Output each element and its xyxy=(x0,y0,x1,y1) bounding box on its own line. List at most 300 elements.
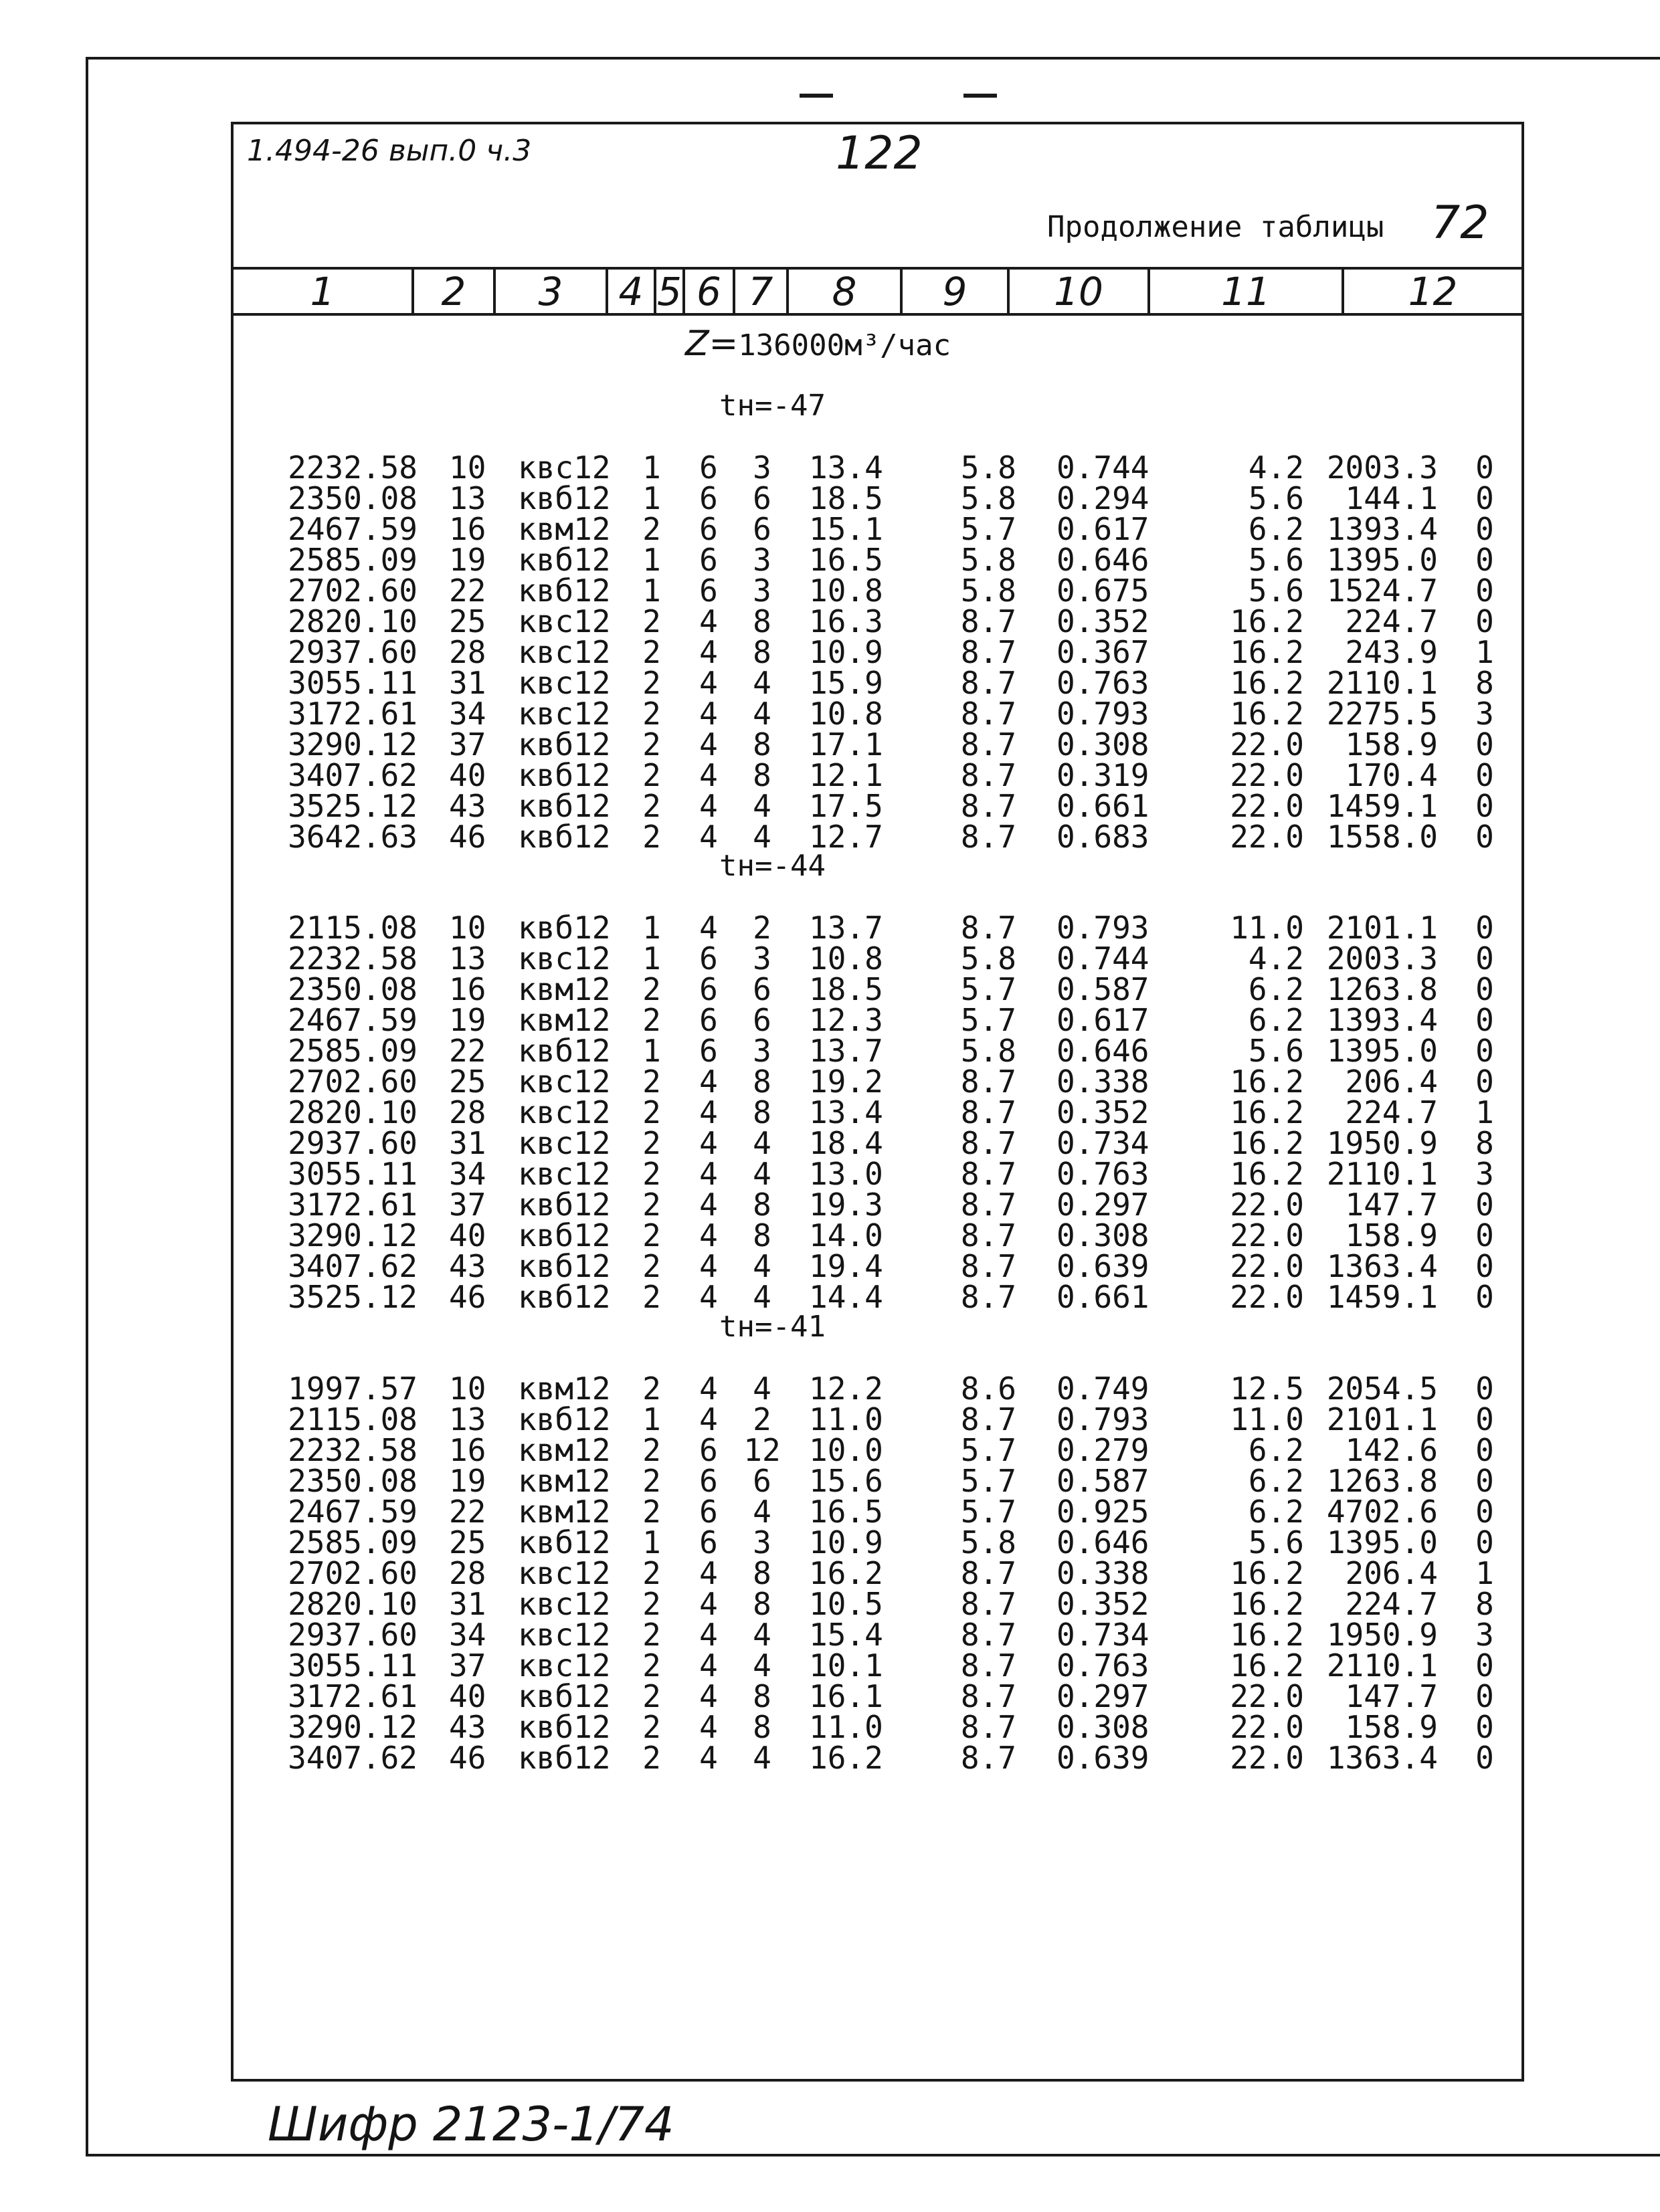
cell-col-6: 8 xyxy=(753,1094,771,1130)
cell-col-9: 0.617 xyxy=(1056,1002,1149,1038)
cell-col-4: 1 xyxy=(642,1033,661,1069)
cell-col-3: квб12 xyxy=(518,573,611,609)
cell-col-2: 25 xyxy=(449,1064,486,1100)
cell-col-10: 22.0 xyxy=(1230,1248,1304,1284)
cell-col-7: 16.5 xyxy=(809,542,883,578)
column-header-12: 12 xyxy=(1408,268,1458,314)
cell-col-11: 1393.4 xyxy=(1326,511,1438,547)
cell-col-6: 4 xyxy=(753,1371,771,1407)
cell-col-3: квм12 xyxy=(518,971,611,1007)
cell-col-11: 224.7 xyxy=(1345,603,1438,639)
cell-col-6: 6 xyxy=(753,511,771,547)
cell-col-10: 6.2 xyxy=(1248,1002,1304,1038)
cell-col-11: 144.1 xyxy=(1345,480,1438,516)
table-row xyxy=(234,1555,1521,1591)
cell-col-4: 2 xyxy=(642,1647,661,1684)
cell-col-12: 0 xyxy=(1475,603,1494,639)
cell-col-6: 8 xyxy=(753,726,771,763)
table-row xyxy=(234,1617,1521,1653)
cell-col-1: 2937.60 xyxy=(288,1125,418,1161)
top-dash-mark xyxy=(963,94,997,98)
cell-col-10: 12.5 xyxy=(1230,1371,1304,1407)
cell-col-7: 10.5 xyxy=(809,1586,883,1622)
cell-col-7: 18.5 xyxy=(809,971,883,1007)
cell-col-12: 0 xyxy=(1475,910,1494,946)
cell-col-8: 8.7 xyxy=(960,726,1016,763)
cell-col-1: 3055.11 xyxy=(288,1156,418,1192)
cell-col-10: 5.6 xyxy=(1248,573,1304,609)
cell-col-3: квб12 xyxy=(518,788,611,824)
cell-col-12: 0 xyxy=(1475,1187,1494,1223)
cell-col-11: 206.4 xyxy=(1345,1555,1438,1591)
cell-col-11: 2110.1 xyxy=(1326,665,1438,701)
cell-col-12: 0 xyxy=(1475,1678,1494,1714)
table-row xyxy=(234,1709,1521,1745)
cell-col-1: 3172.61 xyxy=(288,696,418,732)
cell-col-4: 2 xyxy=(642,1064,661,1100)
cell-col-4: 2 xyxy=(642,1094,661,1130)
cell-col-7: 14.0 xyxy=(809,1217,883,1253)
cell-col-11: 1524.7 xyxy=(1326,573,1438,609)
table-row xyxy=(234,1125,1521,1161)
cell-col-3: квс12 xyxy=(518,1586,611,1622)
cell-col-3: квб12 xyxy=(518,757,611,793)
cell-col-4: 2 xyxy=(642,1463,661,1499)
cell-col-3: квс12 xyxy=(518,940,611,977)
cell-col-7: 13.4 xyxy=(809,1094,883,1130)
cell-col-2: 31 xyxy=(449,1586,486,1622)
table-row xyxy=(234,1064,1521,1100)
cell-col-9: 0.763 xyxy=(1056,1647,1149,1684)
cell-col-3: квб12 xyxy=(518,480,611,516)
cell-col-8: 8.7 xyxy=(960,1156,1016,1192)
cell-col-8: 8.7 xyxy=(960,788,1016,824)
cell-col-10: 16.2 xyxy=(1230,603,1304,639)
cell-col-5: 4 xyxy=(699,665,718,701)
cell-col-7: 15.6 xyxy=(809,1463,883,1499)
cell-col-6: 2 xyxy=(753,1401,771,1437)
cell-col-2: 46 xyxy=(449,1279,486,1315)
cell-col-2: 46 xyxy=(449,819,486,855)
cell-col-6: 4 xyxy=(753,819,771,855)
cell-col-5: 4 xyxy=(699,1156,718,1192)
cell-col-8: 8.7 xyxy=(960,1401,1016,1437)
cell-col-7: 16.2 xyxy=(809,1555,883,1591)
cell-col-6: 8 xyxy=(753,1678,771,1714)
cell-col-2: 40 xyxy=(449,1678,486,1714)
cell-col-5: 6 xyxy=(699,1002,718,1038)
cell-col-11: 1459.1 xyxy=(1326,788,1438,824)
cell-col-12: 0 xyxy=(1475,1463,1494,1499)
cell-col-2: 10 xyxy=(449,449,486,486)
cell-col-9: 0.367 xyxy=(1056,634,1149,670)
cell-col-2: 43 xyxy=(449,1248,486,1284)
cell-col-9: 0.639 xyxy=(1056,1740,1149,1776)
cell-col-4: 2 xyxy=(642,788,661,824)
column-header-row xyxy=(234,267,1521,316)
cell-col-4: 1 xyxy=(642,1524,661,1561)
cell-col-10: 6.2 xyxy=(1248,1494,1304,1530)
cell-col-6: 8 xyxy=(753,757,771,793)
cell-col-12: 1 xyxy=(1475,1094,1494,1130)
cell-col-5: 6 xyxy=(699,511,718,547)
table-row xyxy=(234,757,1521,793)
cell-col-1: 2820.10 xyxy=(288,603,418,639)
cell-col-9: 0.352 xyxy=(1056,1094,1149,1130)
column-header-8: 8 xyxy=(789,270,903,313)
cell-col-3: квб12 xyxy=(518,1678,611,1714)
column-header-4: 4 xyxy=(608,270,656,313)
cell-col-11: 206.4 xyxy=(1345,1064,1438,1100)
cell-col-4: 2 xyxy=(642,1740,661,1776)
cell-col-12: 0 xyxy=(1475,573,1494,609)
cell-col-6: 4 xyxy=(753,788,771,824)
cell-col-7: 10.9 xyxy=(809,634,883,670)
cell-col-6: 4 xyxy=(753,1279,771,1315)
cell-col-12: 0 xyxy=(1475,1494,1494,1530)
cell-col-2: 28 xyxy=(449,1555,486,1591)
cell-col-10: 4.2 xyxy=(1248,940,1304,977)
cell-col-3: квб12 xyxy=(518,1401,611,1437)
cell-col-9: 0.338 xyxy=(1056,1064,1149,1100)
cell-col-3: квб12 xyxy=(518,1187,611,1223)
cell-col-3: квб12 xyxy=(518,910,611,946)
cell-col-3: квб12 xyxy=(518,1279,611,1315)
cell-col-5: 4 xyxy=(699,1709,718,1745)
cell-col-7: 17.5 xyxy=(809,788,883,824)
table-row xyxy=(234,726,1521,763)
cell-col-10: 16.2 xyxy=(1230,1094,1304,1130)
cell-col-8: 8.7 xyxy=(960,1586,1016,1622)
cell-col-10: 5.6 xyxy=(1248,1524,1304,1561)
cell-col-2: 13 xyxy=(449,480,486,516)
cell-col-2: 13 xyxy=(449,940,486,977)
cell-col-6: 4 xyxy=(753,1494,771,1530)
cell-col-3: квс12 xyxy=(518,603,611,639)
document-reference: 1.494-26 вып.0 ч.3 xyxy=(247,134,532,168)
table-row xyxy=(234,1678,1521,1714)
cell-col-4: 1 xyxy=(642,910,661,946)
cell-col-7: 19.2 xyxy=(809,1064,883,1100)
cell-col-1: 2585.09 xyxy=(288,1033,418,1069)
cell-col-1: 2350.08 xyxy=(288,971,418,1007)
cell-col-12: 3 xyxy=(1475,696,1494,732)
cell-col-7: 18.4 xyxy=(809,1125,883,1161)
cell-col-5: 4 xyxy=(699,1647,718,1684)
table-row xyxy=(234,910,1521,946)
cell-col-6: 4 xyxy=(753,1156,771,1192)
cell-col-9: 0.617 xyxy=(1056,511,1149,547)
table-row xyxy=(234,665,1521,701)
column-header-6: 6 xyxy=(685,270,735,313)
cell-col-12: 0 xyxy=(1475,1279,1494,1315)
cell-col-11: 1950.9 xyxy=(1326,1617,1438,1653)
cell-col-4: 2 xyxy=(642,634,661,670)
cell-col-4: 1 xyxy=(642,1401,661,1437)
cell-col-12: 0 xyxy=(1475,1371,1494,1407)
cell-col-2: 19 xyxy=(449,542,486,578)
cell-col-3: квб12 xyxy=(518,726,611,763)
cell-col-11: 1263.8 xyxy=(1326,1463,1438,1499)
cell-col-1: 2702.60 xyxy=(288,573,418,609)
cell-col-12: 0 xyxy=(1475,542,1494,578)
cell-col-8: 8.7 xyxy=(960,634,1016,670)
cell-col-10: 16.2 xyxy=(1230,1555,1304,1591)
cell-col-3: квс12 xyxy=(518,1647,611,1684)
cell-col-12: 1 xyxy=(1475,1555,1494,1591)
cell-col-3: квс12 xyxy=(518,1064,611,1100)
cell-col-6: 4 xyxy=(753,1740,771,1776)
cell-col-2: 25 xyxy=(449,603,486,639)
column-header-2: 2 xyxy=(414,270,496,313)
cell-col-9: 0.763 xyxy=(1056,665,1149,701)
cell-col-11: 142.6 xyxy=(1345,1432,1438,1468)
cell-col-11: 147.7 xyxy=(1345,1187,1438,1223)
cell-col-11: 1459.1 xyxy=(1326,1279,1438,1315)
cell-col-4: 1 xyxy=(642,573,661,609)
cell-col-11: 1363.4 xyxy=(1326,1740,1438,1776)
cell-col-1: 2585.09 xyxy=(288,1524,418,1561)
cell-col-9: 0.744 xyxy=(1056,940,1149,977)
cell-col-5: 4 xyxy=(699,910,718,946)
table-row xyxy=(234,1586,1521,1622)
cell-col-11: 2110.1 xyxy=(1326,1647,1438,1684)
cell-col-9: 0.749 xyxy=(1056,1371,1149,1407)
cell-col-1: 2232.58 xyxy=(288,940,418,977)
section-title: tн=-41 xyxy=(719,1310,826,1344)
cell-col-4: 1 xyxy=(642,480,661,516)
cell-col-12: 0 xyxy=(1475,1709,1494,1745)
cell-col-2: 37 xyxy=(449,1647,486,1684)
cell-col-5: 4 xyxy=(699,1555,718,1591)
cell-col-2: 43 xyxy=(449,788,486,824)
cell-col-4: 2 xyxy=(642,1709,661,1745)
cell-col-4: 2 xyxy=(642,757,661,793)
cell-col-3: квс12 xyxy=(518,1125,611,1161)
cell-col-9: 0.319 xyxy=(1056,757,1149,793)
cell-col-3: квм12 xyxy=(518,511,611,547)
table-row xyxy=(234,1371,1521,1407)
cell-col-5: 6 xyxy=(699,940,718,977)
cell-col-7: 10.0 xyxy=(809,1432,883,1468)
cell-col-1: 3290.12 xyxy=(288,726,418,763)
cell-col-6: 3 xyxy=(753,542,771,578)
cell-col-12: 0 xyxy=(1475,971,1494,1007)
cell-col-11: 224.7 xyxy=(1345,1586,1438,1622)
cell-col-12: 0 xyxy=(1475,511,1494,547)
cell-col-9: 0.661 xyxy=(1056,788,1149,824)
cell-col-8: 8.7 xyxy=(960,910,1016,946)
cell-col-5: 6 xyxy=(699,480,718,516)
cell-col-10: 4.2 xyxy=(1248,449,1304,486)
table-row xyxy=(234,971,1521,1007)
cell-col-3: квс12 xyxy=(518,1617,611,1653)
cell-col-10: 16.2 xyxy=(1230,634,1304,670)
cell-col-3: квм12 xyxy=(518,1494,611,1530)
cell-col-6: 8 xyxy=(753,603,771,639)
cell-col-8: 5.7 xyxy=(960,511,1016,547)
table-row xyxy=(234,634,1521,670)
cell-col-2: 16 xyxy=(449,971,486,1007)
cell-col-5: 6 xyxy=(699,1033,718,1069)
cell-col-10: 6.2 xyxy=(1248,511,1304,547)
column-header-11: 11 xyxy=(1150,270,1344,313)
table-number: 72 xyxy=(1431,197,1489,249)
cell-col-9: 0.683 xyxy=(1056,819,1149,855)
cell-col-10: 16.2 xyxy=(1230,665,1304,701)
cell-col-8: 8.7 xyxy=(960,1064,1016,1100)
cell-col-6: 3 xyxy=(753,573,771,609)
table-row xyxy=(234,603,1521,639)
cell-col-10: 22.0 xyxy=(1230,726,1304,763)
cell-col-4: 2 xyxy=(642,665,661,701)
cell-col-5: 6 xyxy=(699,971,718,1007)
cell-col-1: 2702.60 xyxy=(288,1064,418,1100)
cell-col-5: 4 xyxy=(699,1064,718,1100)
cell-col-3: квс12 xyxy=(518,1156,611,1192)
cell-col-2: 34 xyxy=(449,1617,486,1653)
cell-col-9: 0.639 xyxy=(1056,1248,1149,1284)
cell-col-9: 0.925 xyxy=(1056,1494,1149,1530)
cell-col-7: 13.4 xyxy=(809,449,883,486)
cell-col-10: 22.0 xyxy=(1230,1187,1304,1223)
cell-col-11: 158.9 xyxy=(1345,726,1438,763)
cell-col-10: 22.0 xyxy=(1230,1740,1304,1776)
cell-col-4: 2 xyxy=(642,1217,661,1253)
cell-col-4: 1 xyxy=(642,542,661,578)
cell-col-1: 1997.57 xyxy=(288,1371,418,1407)
cell-col-5: 6 xyxy=(699,1494,718,1530)
cell-col-5: 4 xyxy=(699,634,718,670)
cell-col-9: 0.352 xyxy=(1056,1586,1149,1622)
cell-col-8: 5.7 xyxy=(960,1002,1016,1038)
cell-col-5: 4 xyxy=(699,1586,718,1622)
cell-col-9: 0.646 xyxy=(1056,1524,1149,1561)
cell-col-8: 8.6 xyxy=(960,1371,1016,1407)
cell-col-5: 4 xyxy=(699,726,718,763)
cell-col-6: 6 xyxy=(753,1002,771,1038)
cell-col-7: 17.1 xyxy=(809,726,883,763)
cell-col-1: 2350.08 xyxy=(288,1463,418,1499)
cell-col-2: 37 xyxy=(449,726,486,763)
cell-col-10: 22.0 xyxy=(1230,1709,1304,1745)
cell-col-7: 12.7 xyxy=(809,819,883,855)
table-row xyxy=(234,1002,1521,1038)
cell-col-7: 18.5 xyxy=(809,480,883,516)
cell-col-7: 13.0 xyxy=(809,1156,883,1192)
column-header-3: 3 xyxy=(496,270,608,313)
cell-col-6: 3 xyxy=(753,449,771,486)
cell-col-5: 4 xyxy=(699,1125,718,1161)
cell-col-1: 3290.12 xyxy=(288,1217,418,1253)
cell-col-9: 0.763 xyxy=(1056,1156,1149,1192)
cell-col-5: 6 xyxy=(699,1524,718,1561)
table-row xyxy=(234,1248,1521,1284)
cell-col-10: 6.2 xyxy=(1248,1463,1304,1499)
cell-col-2: 31 xyxy=(449,665,486,701)
cell-col-10: 22.0 xyxy=(1230,819,1304,855)
cell-col-8: 8.7 xyxy=(960,1678,1016,1714)
cell-col-2: 40 xyxy=(449,1217,486,1253)
cell-col-10: 16.2 xyxy=(1230,1125,1304,1161)
cell-col-10: 11.0 xyxy=(1230,1401,1304,1437)
cell-col-8: 8.7 xyxy=(960,1125,1016,1161)
cell-col-12: 0 xyxy=(1475,726,1494,763)
cell-col-3: квб12 xyxy=(518,1709,611,1745)
cell-col-6: 2 xyxy=(753,910,771,946)
column-header-5: 5 xyxy=(656,270,685,313)
cell-col-1: 3055.11 xyxy=(288,665,418,701)
cell-col-11: 1395.0 xyxy=(1326,542,1438,578)
cell-col-9: 0.793 xyxy=(1056,1401,1149,1437)
cell-col-4: 2 xyxy=(642,1586,661,1622)
cell-col-6: 4 xyxy=(753,1617,771,1653)
cell-col-5: 4 xyxy=(699,1740,718,1776)
cell-col-12: 0 xyxy=(1475,1524,1494,1561)
cell-col-1: 2232.58 xyxy=(288,449,418,486)
cell-col-3: квс12 xyxy=(518,696,611,732)
cell-col-6: 4 xyxy=(753,696,771,732)
column-header-10: 10 xyxy=(1010,270,1150,313)
cell-col-12: 0 xyxy=(1475,940,1494,977)
cell-col-1: 3172.61 xyxy=(288,1187,418,1223)
cell-col-12: 3 xyxy=(1475,1156,1494,1192)
cell-col-4: 1 xyxy=(642,449,661,486)
cell-col-12: 3 xyxy=(1475,1617,1494,1653)
cell-col-7: 16.1 xyxy=(809,1678,883,1714)
cell-col-3: квб12 xyxy=(518,1740,611,1776)
cell-col-3: квб12 xyxy=(518,819,611,855)
cell-col-12: 0 xyxy=(1475,1647,1494,1684)
cell-col-5: 6 xyxy=(699,449,718,486)
cell-col-6: 4 xyxy=(753,665,771,701)
cell-col-2: 13 xyxy=(449,1401,486,1437)
cell-col-3: квб12 xyxy=(518,1033,611,1069)
cell-col-9: 0.352 xyxy=(1056,603,1149,639)
cell-col-7: 16.2 xyxy=(809,1740,883,1776)
cell-col-7: 15.9 xyxy=(809,665,883,701)
cell-col-2: 16 xyxy=(449,1432,486,1468)
cell-col-9: 0.308 xyxy=(1056,1709,1149,1745)
cell-col-12: 0 xyxy=(1475,1740,1494,1776)
cell-col-12: 0 xyxy=(1475,1002,1494,1038)
cell-col-5: 6 xyxy=(699,1463,718,1499)
cell-col-8: 5.8 xyxy=(960,940,1016,977)
cell-col-11: 224.7 xyxy=(1345,1094,1438,1130)
cell-col-4: 2 xyxy=(642,1555,661,1591)
cell-col-9: 0.646 xyxy=(1056,1033,1149,1069)
cell-col-1: 3407.62 xyxy=(288,757,418,793)
cell-col-3: квм12 xyxy=(518,1463,611,1499)
cell-col-2: 10 xyxy=(449,910,486,946)
cell-col-11: 158.9 xyxy=(1345,1709,1438,1745)
cell-col-2: 22 xyxy=(449,1033,486,1069)
cell-col-8: 8.7 xyxy=(960,1555,1016,1591)
cell-col-2: 22 xyxy=(449,1494,486,1530)
cell-col-9: 0.338 xyxy=(1056,1555,1149,1591)
cell-col-7: 10.8 xyxy=(809,573,883,609)
cell-col-5: 4 xyxy=(699,1217,718,1253)
cell-col-8: 5.8 xyxy=(960,542,1016,578)
cell-col-1: 2232.58 xyxy=(288,1432,418,1468)
table-row xyxy=(234,1740,1521,1776)
cell-col-3: квм12 xyxy=(518,1002,611,1038)
cell-col-7: 15.1 xyxy=(809,511,883,547)
cell-col-4: 2 xyxy=(642,971,661,1007)
cell-col-7: 13.7 xyxy=(809,1033,883,1069)
cell-col-11: 1558.0 xyxy=(1326,819,1438,855)
cell-col-10: 16.2 xyxy=(1230,1156,1304,1192)
